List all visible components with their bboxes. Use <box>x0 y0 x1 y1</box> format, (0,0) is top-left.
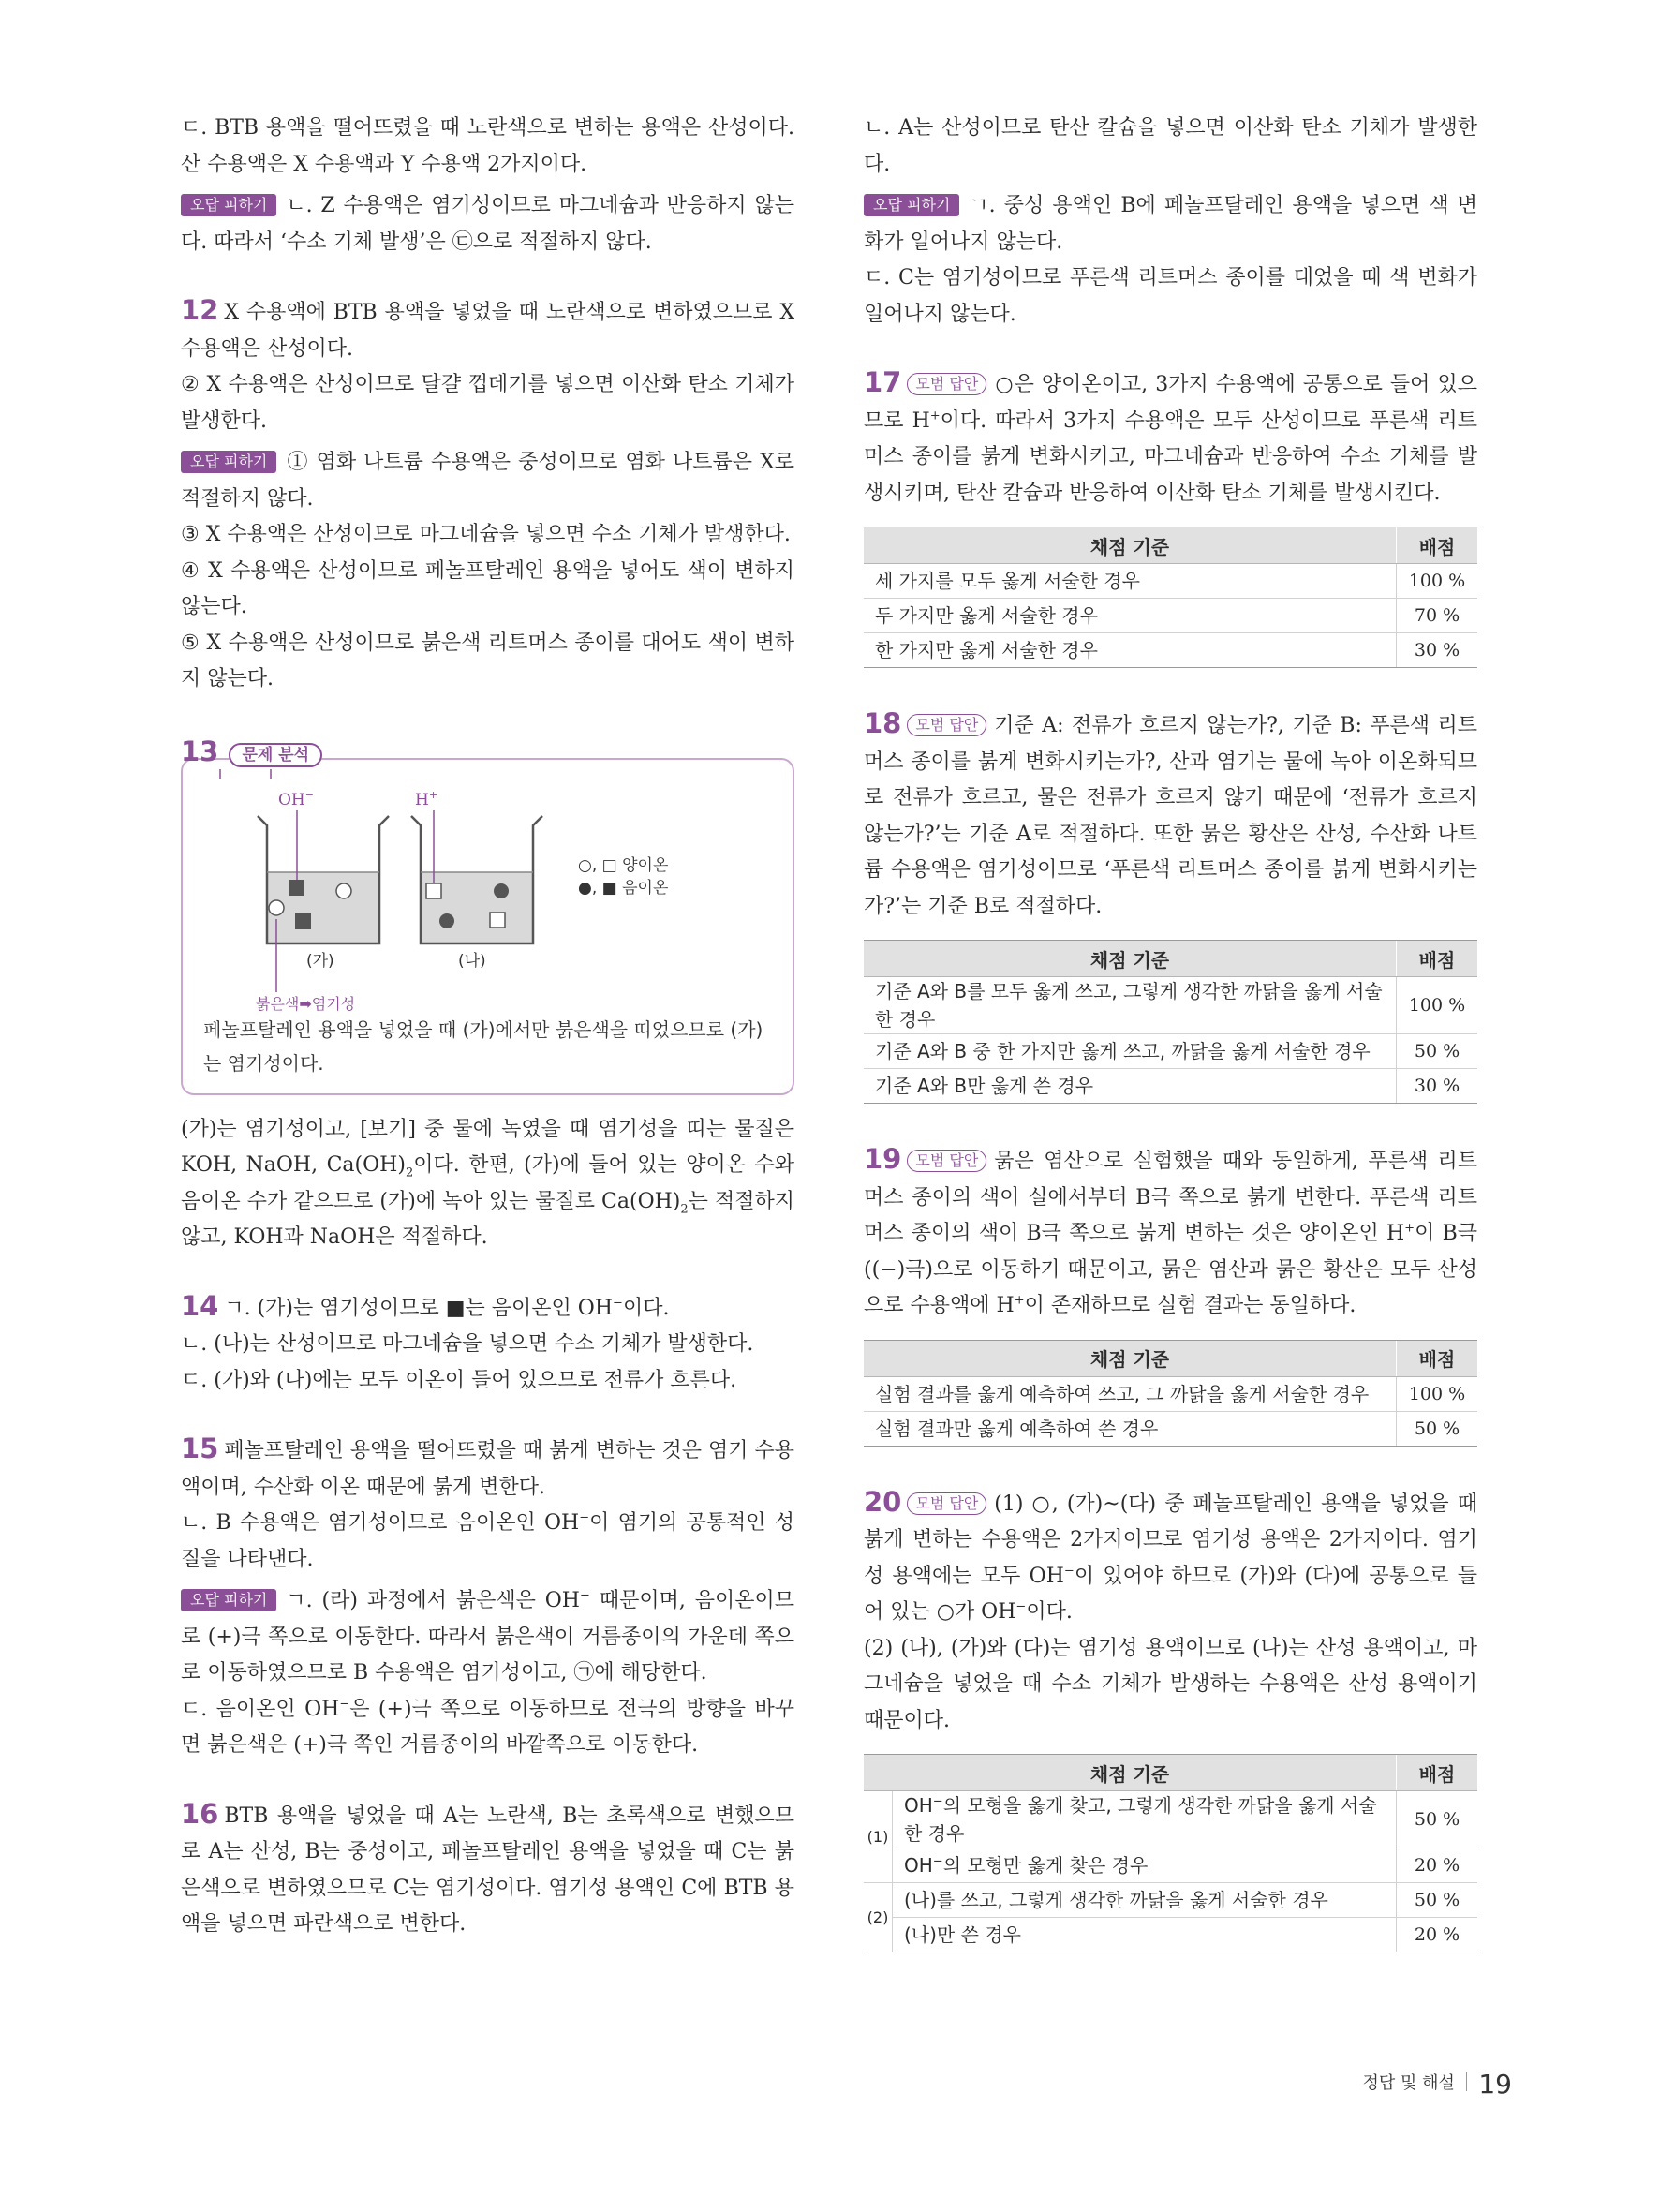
footer-label: 정답 및 해설 <box>1362 2073 1455 2093</box>
q19-text: 19 모범 답안 묽은 염산으로 실험했을 때와 동일하게, 푸른색 리트머스 종이의 색이 실에서부터 B극 쪽으로 붉게 변한다. 푸른색 리트머스 종이의 색이 B극 쪽으로 붉게 변하는 것은 양이온인 H+이 B극((−)극)으로 이동하기 때문이고, 묽은 염산과 묽은 황산은 모두 산성으로 수용액에 H+이 존재하므로 실험 결과는 동일하다. <box>864 1143 1478 1317</box>
q12-opt4: ④ X 수용액은 산성이므로 페놀프탈레인 용액을 넣어도 색이 변하지 않는다. <box>181 558 794 618</box>
page-number: 19 <box>1478 2069 1512 2100</box>
legend-anion: ●, ■ 음이온 <box>578 878 669 898</box>
model-answer-tag: 모범 답안 <box>907 1492 986 1515</box>
q19-scoring-table <box>864 1340 1477 1447</box>
cation-circle <box>336 883 351 898</box>
question-number: 12 <box>181 294 219 326</box>
points-header: 배점 <box>1397 1755 1478 1791</box>
q13-header <box>181 735 794 767</box>
wrong-tag: 오답 피하기 <box>864 194 959 216</box>
q12-answer: ② X 수용액은 산성이므로 달걀 껍데기를 넣으면 이산화 탄소 기체가 발생한다. <box>181 373 794 433</box>
q16-c: ㄷ. C는 염기성이므로 푸른색 리트머스 종이를 대었을 때 색 변화가 일어나지 않는다. <box>864 266 1477 326</box>
criteria-header: 채점 기준 <box>864 1755 1397 1791</box>
anion-circle <box>439 913 454 928</box>
table-row: 두 가지만 옳게 서술한 경우 70 % <box>864 599 1477 633</box>
table-row: OH−의 모형만 옳게 찾은 경우 20 % <box>864 1848 1477 1883</box>
beaker-na <box>411 810 542 943</box>
wrong-tag: 오답 피하기 <box>181 194 276 216</box>
q12-wrong: 오답 피하기 ① 염화 나트륨 수용액은 중성이므로 염화 나트륨은 X로 적절하지 않다. <box>181 451 794 511</box>
legend-cation: ○, □ 양이온 <box>578 855 669 875</box>
anion-square <box>295 913 311 929</box>
table-row: (나)만 쓴 경우 20 % <box>864 1918 1477 1952</box>
q12-text: 12 X 수용액에 BTB 용액을 넣었을 때 노란색으로 변하였으므로 X 수용액은 산성이다. <box>181 294 794 361</box>
question-number: 19 <box>864 1143 902 1175</box>
cation-circle <box>269 900 284 915</box>
criteria-header: 채점 기준 <box>864 1340 1397 1376</box>
model-answer-tag: 모범 답안 <box>907 714 986 736</box>
points-header: 배점 <box>1397 941 1478 977</box>
q12-opt5: ⑤ X 수용액은 산성이므로 붉은색 리트머스 종이를 대어도 색이 변하지 않는다. <box>181 631 794 690</box>
red-basic-annotation: 붉은색➡염기성 <box>256 994 356 1013</box>
question-number: 18 <box>864 707 902 739</box>
wrong-tag: 오답 피하기 <box>181 451 276 473</box>
question-number: 16 <box>181 1797 219 1830</box>
q17-text: 17 모범 답안 ○은 양이온이고, 3가지 수용액에 공통으로 들어 있으므로 H+이다. 따라서 3가지 수용액은 모두 산성이므로 푸른색 리트머스 종이를 붉게 변화시키고, 마그네슘과 반응하여 수소 기체를 발생시키며, 탄산 칼슘과 반응하여 이산화 탄소 기체를 발생시킨다. <box>864 366 1477 505</box>
points-header: 배점 <box>1397 1340 1478 1376</box>
q13-text: (가)는 염기성이고, [보기] 중 물에 녹였을 때 염기성을 띠는 물질은 KOH, NaOH, $Ca(OH)_2$이다. 한편, (가)에 들어 있는 양이온 수와 음이온 수가 같으므로 (가)에 녹아 있는 물질로 $Ca(OH)_2$는 적절하지 않고, KOH과 NaOH은 적절하다. <box>181 1117 794 1249</box>
q14-text: 14 ㄱ. (가)는 염기성이므로 ■는 음이온인 OH−이다. <box>181 1289 670 1322</box>
right-column <box>864 111 1477 1958</box>
q11-text: ㄷ. BTB 용액을 떨어뜨렸을 때 노란색으로 변하는 용액은 산성이다. 산 수용액은 X 수용액과 Y 수용액 2가지이다. <box>181 116 794 176</box>
analysis-caption: 페놀프탈레인 용액을 넣었을 때 (가)에서만 붉은색을 띠었으므로 (가)는 염기성이다. <box>203 1017 763 1075</box>
q14-c: ㄷ. (가)와 (나)에는 모두 이온이 들어 있으므로 전류가 흐른다. <box>181 1368 737 1392</box>
question-number: 20 <box>864 1485 902 1518</box>
footer-divider <box>1466 2072 1468 2091</box>
label-ga: (가) <box>306 951 334 971</box>
question-number: 13 <box>181 735 219 767</box>
q16-wrong: 오답 피하기 ㄱ. 중성 용액인 B에 페놀프탈레인 용액을 넣으면 색 변화가 일어나지 않는다. <box>864 194 1477 254</box>
q18-scoring-table <box>864 940 1477 1104</box>
q17-scoring-table <box>864 527 1477 668</box>
table-row: 실험 결과를 옳게 예측하여 쓰고, 그 까닭을 옳게 서술한 경우 100 % <box>864 1376 1477 1411</box>
oh-label: OH− <box>278 788 314 809</box>
beaker-diagram <box>203 769 775 1013</box>
left-column <box>181 111 794 1943</box>
criteria-header: 채점 기준 <box>864 941 1397 977</box>
table-row: (1) OH−의 모형을 옳게 찾고, 그렇게 생각한 까닭을 옳게 서술한 경우 50 % <box>864 1791 1477 1848</box>
cation-square <box>490 913 505 928</box>
table-row: 실험 결과만 옳게 예측하여 쓴 경우 50 % <box>864 1411 1477 1446</box>
table-row: 세 가지를 모두 옳게 서술한 경우 100 % <box>864 564 1477 599</box>
q14-b: ㄴ. (나)는 산성이므로 마그네슘을 넣으면 수소 기체가 발생한다. <box>181 1332 754 1356</box>
model-answer-tag: 모범 답안 <box>907 1150 986 1172</box>
q11-wrong: 오답 피하기 ㄴ. Z 수용액은 염기성이므로 마그네슘과 반응하지 않는다. 따라서 ‘수소 기체 발생’은 ㉢으로 적절하지 않다. <box>181 194 794 254</box>
q15-b: ㄴ. B 수용액은 염기성이므로 음이온인 OH−이 염기의 공통적인 성질을 나타낸다. <box>181 1510 794 1571</box>
q15-wrong: 오답 피하기 ㄱ. (라) 과정에서 붉은색은 OH− 때문이며, 음이온이므로 (+)극 쪽으로 이동한다. 따라서 붉은색이 거름종이의 가운데 쪽으로 이동하였으므로 B 수용액은 염기성이고, ㉠에 해당한다. <box>181 1588 795 1685</box>
question-number: 15 <box>181 1433 219 1464</box>
q20-text: 20 모범 답안 (1) ○, (가)~(다) 중 페놀프탈레인 용액을 넣었을 때 붉게 변하는 수용액은 2가지이므로 염기성 용액은 2가지이다. 염기성 용액에는 모두 OH−이 있어야 하므로 (가)와 (다)에 공통으로 들어 있는 ○가 OH−이다. <box>864 1485 1478 1624</box>
anion-circle <box>494 883 509 898</box>
analysis-box <box>181 758 794 1095</box>
table-row: 기준 A와 B 중 한 가지만 옳게 쓰고, 까닭을 옳게 서술한 경우 50 % <box>864 1034 1477 1069</box>
question-number: 14 <box>181 1289 219 1322</box>
points-header: 배점 <box>1397 527 1478 564</box>
q18-text: 18 모범 답안 기준 A: 전류가 흐르지 않는가?, 기준 B: 푸른색 리트머스 종이를 붉게 변화시키는가?, 산과 염기는 물에 녹아 이온화되므로 전류가 흐르고, 물은 전류가 흐르지 않기 때문에 ‘전류가 흐르지 않는가?’는 기준 A로 적절하다. 또한 묽은 황산은 산성, 수산화 나트륨 수용액은 염기성이므로 ‘푸른색 리트머스 종이를 붉게 변화시키는가?’는 기준 B로 적절하다. <box>864 707 1477 918</box>
q20-part2: (2) (나), (가)와 (다)는 염기성 용액이므로 (나)는 산성 용액이고, 마그네슘을 넣었을 때 수소 기체가 발생하는 수용액은 산성 용액이기 때문이다. <box>864 1636 1477 1732</box>
model-answer-tag: 모범 답안 <box>907 373 986 395</box>
anion-square <box>289 880 304 896</box>
q15-c: ㄷ. 음이온인 OH−은 (+)극 쪽으로 이동하므로 전극의 방향을 바꾸면 붉은색은 (+)극 쪽인 거름종이의 바깥쪽으로 이동한다. <box>181 1697 794 1757</box>
table-row: 한 가지만 옳게 서술한 경우 30 % <box>864 633 1477 668</box>
q16-text: 16 BTB 용액을 넣었을 때 A는 노란색, B는 초록색으로 변했으므로 A는 산성, B는 중성이고, 페놀프탈레인 용액을 넣었을 때 C는 붉은색으로 변하였으므로 C는 염기성이다. 염기성 용액인 C에 BTB 용액을 넣으면 파란색으로 변한다. <box>181 1797 794 1936</box>
page-footer <box>1362 2069 1512 2100</box>
analysis-title: 문제 분석 <box>229 743 322 767</box>
label-na: (나) <box>458 951 486 971</box>
q20-scoring-table <box>864 1754 1477 1952</box>
wrong-tag: 오답 피하기 <box>181 1589 276 1611</box>
q16-a: ㄴ. A는 산성이므로 탄산 칼슘을 넣으면 이산화 탄소 기체가 발생한다. <box>864 116 1477 176</box>
q12-opt3: ③ X 수용액은 산성이므로 마그네슘을 넣으면 수소 기체가 발생한다. <box>181 523 791 546</box>
table-row: 기준 A와 B를 모두 옳게 쓰고, 그렇게 생각한 까닭을 옳게 서술한 경우 100 % <box>864 977 1477 1034</box>
h-label: H+ <box>415 788 438 809</box>
cation-square <box>426 883 441 898</box>
question-number: 17 <box>864 366 902 398</box>
criteria-header: 채점 기준 <box>864 527 1397 564</box>
table-row: (2) (나)를 쓰고, 그렇게 생각한 까닭을 옳게 서술한 경우 50 % <box>864 1883 1477 1918</box>
table-row: 기준 A와 B만 옳게 쓴 경우 30 % <box>864 1069 1477 1104</box>
q15-text: 15 페놀프탈레인 용액을 떨어뜨렸을 때 붉게 변하는 것은 염기 수용액이며, 수산화 이온 때문에 붉게 변한다. <box>181 1433 794 1499</box>
